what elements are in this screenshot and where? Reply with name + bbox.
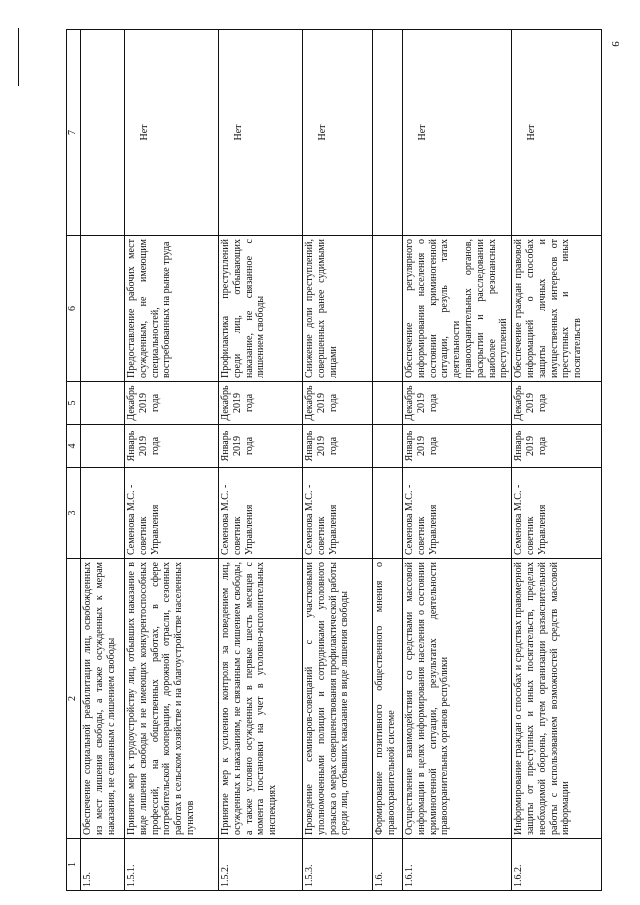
row-end-date: Декабрь 2019 года: [219, 382, 303, 425]
row-action: Формирование позитивного общественного мнения о правоохранительной системе: [373, 559, 403, 839]
row-executor: Семенова М.С. - советник Управления: [512, 468, 602, 559]
row-note: Нет: [512, 30, 602, 236]
row-result: Обеспечение регулярного информирования населения о состоянии криминогенной ситуации, резуль татах деятельности правоохранительных органов, раскрытии и расследовании наиболее резонансных преступлений: [403, 236, 512, 382]
row-start-date: Январь 2019 года: [403, 425, 512, 468]
row-end-date: Декабрь 2019 года: [125, 382, 219, 425]
column-header: 4: [67, 425, 81, 468]
row-executor: Семенова М.С. - советник Управления: [125, 468, 219, 559]
row-end-date: [373, 382, 403, 425]
table-row: [81, 30, 125, 891]
row-executor: [373, 468, 403, 559]
row-executor: Семенова М.С. - советник Управления: [219, 468, 303, 559]
row-number: 1.6.2.: [512, 839, 602, 891]
row-start-date: Январь 2019 года: [219, 425, 303, 468]
row-end-date: Декабрь 2019 года: [303, 382, 373, 425]
rotated-table-container: [66, 30, 632, 891]
row-result: [373, 236, 403, 382]
column-header: 6: [67, 236, 81, 382]
row-end-date: Декабрь 2019 года: [403, 382, 512, 425]
row-action: Принятие мер к усилению контроля за поведением лиц, осужденных к наказаниям, не связанным с лишением свободы, а также условно осужденных в первые шесть месяцев с момента постановки на учет в уголовно-исполнительных инспекциях: [219, 559, 303, 839]
row-action: Осуществление взаимодействия со средствами массовой информации в целях информирования населения о состоянии криминогенной ситуации, результатах деятельности правоохранительных органов республики: [403, 559, 512, 839]
row-result: Профилактика преступлений среди лиц, отбывающих наказание, не связанное с лишением свободы: [219, 236, 303, 382]
margin-line: [18, 28, 19, 86]
column-header: 3: [67, 468, 81, 559]
row-start-date: Январь 2019 года: [512, 425, 602, 468]
row-executor: [81, 468, 125, 559]
table-row: [403, 30, 512, 891]
header-row: [67, 30, 81, 891]
row-note: Нет: [303, 30, 373, 236]
row-executor: Семенова М.С. - советник Управления: [303, 468, 373, 559]
row-note: Нет: [219, 30, 303, 236]
row-start-date: Январь 2019 года: [125, 425, 219, 468]
row-start-date: [373, 425, 403, 468]
row-action: Принятие мер к трудоустройству лиц, отбывших наказание в виде лишения свободы и не имеющих конкурентоспособных профессий, на общественных работах, в сфере потребительской кооперации, дорожной отрасли, сезонных работах в сельском хозяйстве и на благоустройстве населенных пунктов: [125, 559, 219, 839]
column-header: 7: [67, 30, 81, 236]
row-result: Предоставление рабочих мест осужденным, не имеющим специальностей, востребованных на рынке труда: [125, 236, 219, 382]
action-plan-table: [66, 29, 602, 891]
row-number: 1.6.1.: [403, 839, 512, 891]
row-note: [81, 30, 125, 236]
row-result: [81, 236, 125, 382]
row-number: 1.5.: [81, 839, 125, 891]
row-result: Обеспечение граждан правовой информацией о способах защиты личных и имущественных интересов от преступных и иных посягательств: [512, 236, 602, 382]
row-action: Проведение семинаров-совещаний с участковыми уполномоченными полиции и сотрудниками уголовного розыска о мерах совершенствования профилактической работы среди лиц, отбывших наказание в виде лишения свободы: [303, 559, 373, 839]
table-row: [219, 30, 303, 891]
table-row: [303, 30, 373, 891]
table-row: [373, 30, 403, 891]
row-action: Информирование граждан о способах и средствах правомерной защиты от преступных и иных посягательств, пределах необходимой обороны, путем организации разъяснительной работы с использованием возможностей средств массовой информации: [512, 559, 602, 839]
column-header: 5: [67, 382, 81, 425]
row-result: Снижение доли преступлений, совершенных ранее судимыми лицами: [303, 236, 373, 382]
row-number: 1.5.1.: [125, 839, 219, 891]
page-number: 9: [608, 41, 621, 47]
row-start-date: Январь 2019 года: [303, 425, 373, 468]
row-action: Обеспечение социальной реабилитации лиц, освобожденных из мест лишения свободы, а также осужденных к мерам наказания, не связанным с лишением свободы: [81, 559, 125, 839]
row-note: Нет: [125, 30, 219, 236]
column-header: 1: [67, 839, 81, 891]
row-note: [373, 30, 403, 236]
column-header: 2: [67, 559, 81, 839]
row-executor: Семенова М.С. - советник Управления: [403, 468, 512, 559]
row-end-date: [81, 382, 125, 425]
row-number: 1.5.3.: [303, 839, 373, 891]
row-end-date: Декабрь 2019 года: [512, 382, 602, 425]
table-row: [125, 30, 219, 891]
row-note: Нет: [403, 30, 512, 236]
table-body: [67, 30, 602, 891]
row-number: 1.5.2.: [219, 839, 303, 891]
row-start-date: [81, 425, 125, 468]
table-row: [512, 30, 602, 891]
row-number: 1.6.: [373, 839, 403, 891]
